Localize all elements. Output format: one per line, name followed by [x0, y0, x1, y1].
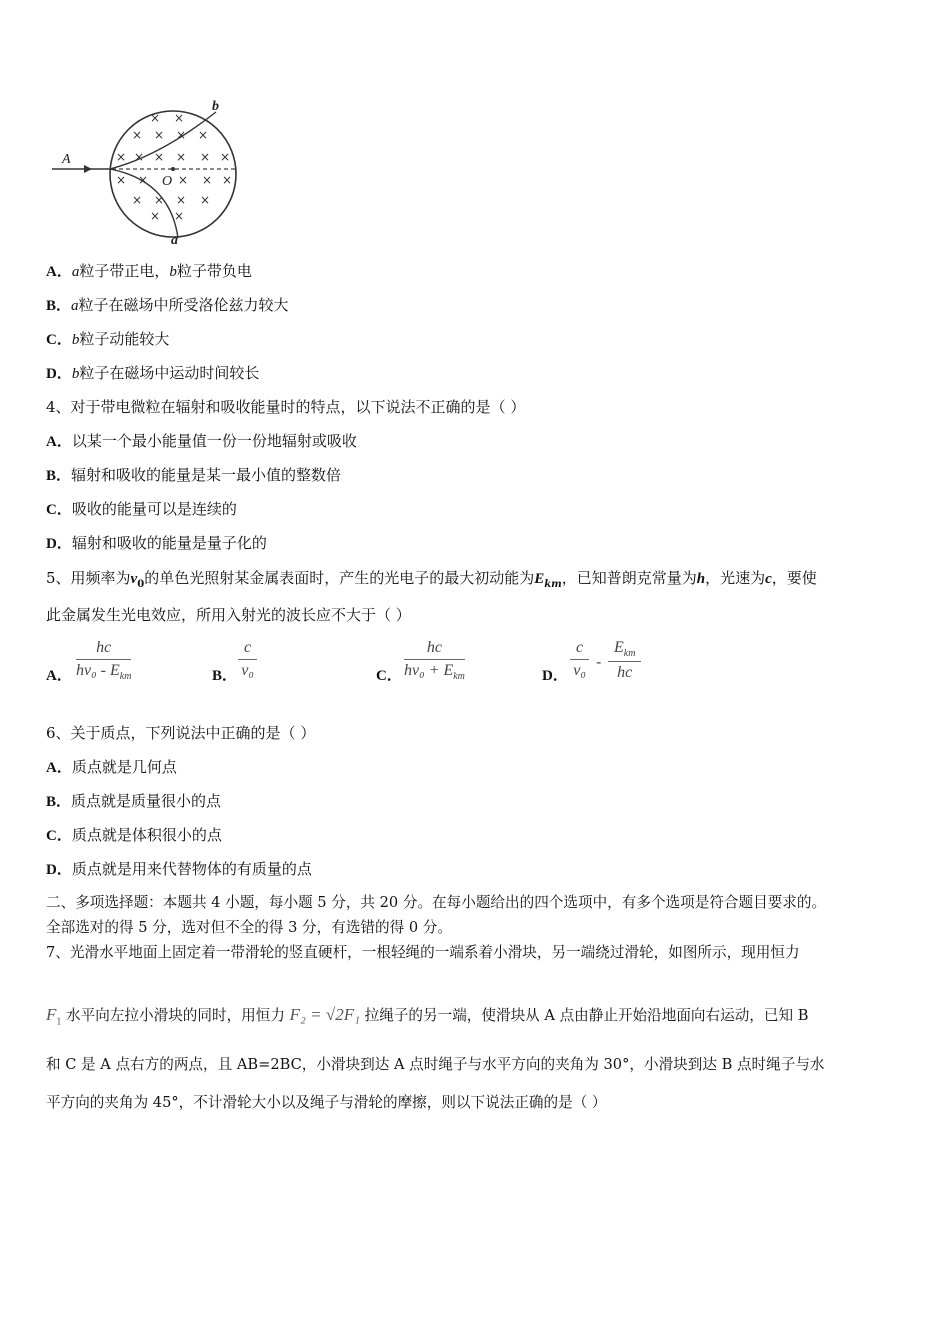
f1-symbol — [46, 1005, 62, 1028]
q6-option-d — [46, 858, 312, 881]
q4-option-c — [46, 498, 237, 521]
option-text: 质点就是质量很小的点 — [71, 792, 222, 810]
option-text: 质点就是体积很小的点 — [71, 826, 222, 844]
fraction-denominator — [76, 660, 131, 682]
option-label: A． — [46, 760, 72, 776]
fraction-numerator: hc — [404, 639, 465, 660]
magnetic-field-figure — [40, 96, 260, 246]
option-text: 粒子带负电 — [176, 262, 252, 280]
field-cross: × — [198, 128, 209, 142]
field-cross: × — [200, 150, 211, 164]
q7-line3: 和 C 是 A 点右方的两点，且 AB=2BC，小滑块到达 A 点时绳子与水平方向的夹角为 30°，小滑块到达 B 点时绳子与水 — [46, 1056, 825, 1073]
field-cross: × — [138, 173, 149, 187]
fraction-denominator: v₀ — [573, 662, 586, 679]
field-cross: × — [132, 128, 143, 142]
option-label: A． — [46, 434, 72, 450]
q7-line1: 7、光滑水平地面上固定着一带滑轮的竖直硬杆，一根轻绳的一端系着小滑块，另一端绕过滑轮，如图所示，现用恒力 — [46, 944, 800, 961]
option-label: D． — [46, 862, 72, 878]
q6-option-a — [46, 756, 177, 779]
option-text: 粒子在磁场中运动时间较长 — [79, 364, 260, 382]
fraction-numerator: hc — [76, 639, 131, 660]
option-label: C． — [46, 828, 72, 844]
q7-text: 拉绳子的另一端，使滑块从 A 点由静止开始沿地面向右运动，已知 B — [364, 1007, 809, 1024]
q5-option-b-label: B． — [212, 668, 238, 684]
nu-subscript: 0 — [137, 579, 145, 590]
option-text: 辐射和吸收的能量是某一最小值的整数倍 — [71, 466, 342, 484]
q5-option-b-formula — [238, 639, 257, 680]
q5-option-a-formula — [76, 639, 131, 682]
var: a — [71, 298, 79, 314]
q5-stem-line2: 此金属发生光电效应，所用入射光的波长应不大于（ ） — [46, 606, 411, 624]
field-cross: × — [150, 209, 161, 223]
ekm-subscript: km — [544, 579, 562, 590]
stem-text: ，要使 — [771, 569, 817, 587]
fraction-numerator: c — [570, 639, 589, 660]
option-label: C． — [46, 332, 72, 348]
field-cross: × — [154, 150, 165, 164]
q7-text: 水平向左拉小滑块的同时，用恒力 — [66, 1007, 285, 1024]
q5-option-a-label: A． — [46, 668, 72, 684]
label-O: O — [162, 174, 173, 189]
field-cross: × — [200, 193, 211, 207]
q7-line4: 平方向的夹角为 45°，不计滑轮大小以及绳子与滑轮的摩擦，则以下说法正确的是（ ） — [46, 1094, 607, 1111]
q4-stem: 4、对于带电微粒在辐射和吸收能量时的特点，以下说法不正确的是（ ） — [46, 398, 526, 416]
option-text: 质点就是几何点 — [71, 758, 177, 776]
field-cross: × — [116, 150, 127, 164]
var: a — [71, 264, 80, 280]
var: b — [71, 366, 80, 382]
q5-option-c-label: C． — [376, 668, 402, 684]
field-cross: × — [202, 173, 213, 187]
stem-text: ，已知普朗克常量为 — [561, 569, 697, 587]
km-subscript: km — [453, 671, 465, 683]
fraction-numerator: c — [238, 639, 257, 660]
field-cross: × — [174, 111, 185, 125]
option-label: B． — [46, 298, 72, 314]
incident-arrow-icon — [84, 165, 92, 173]
den-text: hv₀ + E — [404, 662, 454, 679]
field-cross: × — [116, 173, 127, 187]
f1-letter: F — [46, 1005, 57, 1024]
q5-stem-line1 — [46, 567, 817, 596]
stem-text: 5、用频率为 — [46, 569, 131, 587]
fraction-denominator: v₀ — [241, 662, 254, 679]
var: b — [71, 332, 80, 348]
section2-heading-line1: 二、多项选择题：本题共 4 小题，每小题 5 分，共 20 分。在每小题给出的四个选项中，有多个选项是符合题目要求的。 — [46, 894, 827, 911]
q6-stem: 6、关于质点，下列说法中正确的是（ ） — [46, 724, 316, 742]
option-text: 吸收的能量可以是连续的 — [71, 500, 237, 518]
f1-subscript: 1 — [56, 1016, 62, 1028]
c-symbol: c — [765, 571, 772, 587]
field-cross: × — [174, 209, 185, 223]
q3-option-c — [46, 328, 169, 351]
fraction-denominator — [404, 660, 465, 682]
fraction-denominator: hc — [617, 664, 633, 682]
minus-sign: - — [596, 652, 602, 671]
num-text: E — [614, 639, 624, 656]
field-cross: × — [176, 128, 187, 142]
stem-text: 的单色光照射某金属表面时，产生的光电子的最大初动能为 — [144, 569, 535, 587]
field-cross: × — [178, 173, 189, 187]
q4-option-a — [46, 430, 357, 453]
option-text: 以某一个最小能量值一份一份地辐射或吸收 — [71, 432, 357, 450]
option-label: D． — [46, 366, 72, 382]
option-label: B． — [46, 468, 72, 484]
q5-option-d-label: D． — [542, 668, 568, 684]
q6-option-b — [46, 790, 221, 813]
km-subscript: km — [119, 671, 132, 683]
field-cross: × — [154, 128, 165, 142]
var: b — [169, 264, 177, 280]
nu-symbol: v — [130, 571, 138, 587]
label-b: b — [212, 99, 219, 114]
option-label: D． — [46, 536, 72, 552]
option-text: 质点就是用来代替物体的有质量的点 — [71, 860, 312, 878]
q5-option-d-formula-part2 — [608, 639, 641, 682]
q7-line2 — [46, 1004, 808, 1033]
q5-option-c-formula — [404, 639, 465, 682]
ekm-symbol: E — [534, 571, 545, 587]
fraction-numerator — [608, 639, 641, 662]
section2-heading-line2: 全部选对的得 5 分，选对但不全的得 3 分，有选错的得 0 分。 — [46, 919, 452, 936]
option-text: 粒子带正电， — [79, 262, 170, 280]
option-text: 粒子动能较大 — [79, 330, 170, 348]
option-text: 粒子在磁场中所受洛伦兹力较大 — [78, 296, 289, 314]
field-cross: × — [150, 111, 161, 125]
field-cross: × — [154, 193, 165, 207]
center-point — [171, 167, 175, 171]
q5-option-d-formula-part1 — [570, 639, 589, 680]
stem-text: ，光速为 — [705, 569, 766, 587]
q3-option-a — [46, 260, 252, 283]
option-label: C． — [46, 502, 72, 518]
km-subscript: km — [623, 648, 636, 660]
q3-option-d — [46, 362, 259, 385]
q4-option-d — [46, 532, 267, 555]
q4-option-b — [46, 464, 341, 487]
field-cross: × — [176, 193, 187, 207]
h-symbol: h — [696, 571, 706, 587]
label-A: A — [62, 152, 71, 167]
option-label: A． — [46, 264, 72, 280]
field-cross: × — [134, 150, 145, 164]
label-a: a — [171, 233, 178, 246]
option-text: 辐射和吸收的能量是量子化的 — [71, 534, 267, 552]
field-cross: × — [222, 173, 233, 187]
f2-expression: F₂ = √2F₁ — [289, 1005, 360, 1024]
field-cross: × — [176, 150, 187, 164]
den-text: hv₀ - E — [76, 662, 120, 679]
q3-option-b — [46, 294, 289, 317]
q6-option-c — [46, 824, 222, 847]
option-label: B． — [46, 794, 72, 810]
field-cross: × — [132, 193, 143, 207]
field-cross: × — [220, 150, 231, 164]
